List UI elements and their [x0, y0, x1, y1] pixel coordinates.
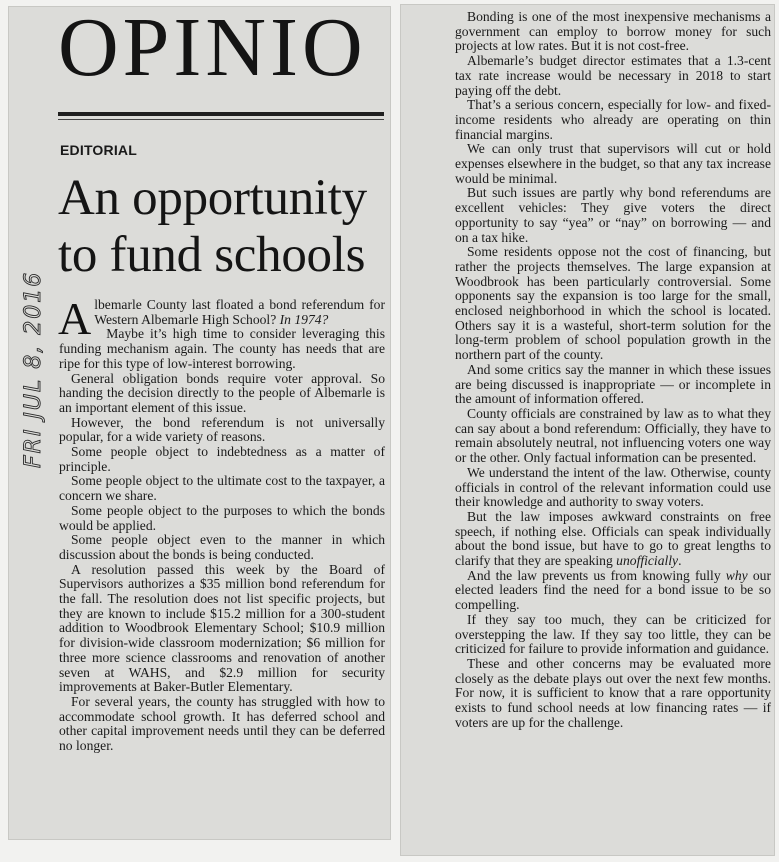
paragraph: We can only trust that supervisors will cut or hold expenses elsewhere in the budget, so that any tax increase would be minimal.: [455, 141, 771, 186]
paragraph: Some residents oppose not the cost of financing, but rather the projects themselves. The large expansion at Woodbrook has been particularly controversial. Some opponents say the expansion is too large for the small, enclosed neighborhood in which the school is located. Others say it is a wasteful, short-term solution for the long-term problem of school population growth in the northern part of the county.: [455, 244, 771, 363]
paragraph: Some people object to the ultimate cost to the taxpayer, a concern we share.: [59, 473, 385, 504]
handwritten-date-text: FRI JUL 8, 2016: [21, 270, 46, 468]
italic-unofficially: unofficially: [616, 553, 679, 569]
drop-cap: A: [58, 293, 92, 344]
paragraph: We understand the intent of the law. Otherwise, county officials in control of the relevant information could use their knowledge and authority to sway voters.: [455, 464, 771, 510]
paragraph-text: And the law prevents us from knowing fully: [467, 567, 726, 583]
paragraph: These and other concerns may be evaluated more closely as the debate plays out over the next few months. For now, it is sufficient to know that a rare opportunity exists to fund school needs at low financing rates — if voters are up for the challenge.: [455, 655, 771, 730]
paragraph: For several years, the county has struggled with how to accommodate school growth. It has deferred school and other capital improvement needs until they can be deferred no longer.: [59, 693, 385, 754]
italic-why: why: [725, 567, 748, 583]
paragraph: That’s a serious concern, especially for low- and fixed-income residents who already are operating on thin financial margins.: [455, 97, 771, 142]
paragraph-why: [455, 569, 771, 613]
section-masthead: OPINIO: [58, 6, 367, 84]
handwritten-date: [10, 232, 50, 476]
headline: An opportunity to fund schools: [58, 170, 367, 283]
paragraph: General obligation bonds require voter approval. So handing the decision directly to the people of Albemarle is an important element of this issue.: [59, 370, 385, 415]
paragraph: Some people object to the purposes to which the bonds would be applied.: [59, 502, 385, 533]
editorial-kicker: EDITORIAL: [60, 142, 137, 158]
left-column: [58, 293, 385, 754]
masthead-rule-thin: [58, 119, 384, 120]
masthead-rule-thick: [58, 112, 384, 116]
paragraph-unofficially: [455, 510, 771, 569]
paragraph: If they say too much, they can be criticized for overstepping the law. If they say too little, they can be criticized for failure to provide information and guidance.: [455, 611, 771, 657]
lead-text: lbemarle County last floated a bond referendum for Western Albemarle High School?: [94, 297, 385, 327]
lead-paragraph: [58, 293, 385, 344]
paragraph: Albemarle’s budget director estimates that a 1.3-cent tax rate increase would be necessary in 2018 to start paying off the debt.: [455, 53, 771, 98]
paragraph: Bonding is one of the most inexpensive mechanisms a government can employ to borrow money for such projects at low rates. But it is not cost-free.: [455, 9, 771, 54]
paragraph: However, the bond referendum is not universally popular, for a wide variety of reasons.: [59, 414, 385, 445]
paragraph-text-end: our elected leaders find the need for a bond issue to be so compelling.: [455, 567, 771, 613]
paragraph-text: But the law imposes awkward constraints on free speech, if nothing else. Officials can speak individually about the bond issue, but have to go to great lengths to clarify that they are speaking: [455, 508, 771, 569]
paragraph: But such issues are partly why bond referendums are excellent vehicles: They give voters the direct opportunity to say “yea” or “nay” on borrowing — and on a tax hike.: [455, 185, 771, 245]
paragraph: County officials are constrained by law as to what they can say about a bond referendum: Officially, they have to remain absolutely neutral, not influencing voters one way or the other. Only factual information can be presented.: [455, 405, 771, 466]
lead-italic: In 1974?: [279, 311, 329, 327]
paragraph: And some critics say the manner in which these issues are being discussed is inappropriate — or incomplete in the amount of information offered.: [455, 361, 771, 407]
paragraph: A resolution passed this week by the Board of Supervisors authorizes a $35 million bond referendum for the fall. The resolution does not list specific projects, but they are known to include $15.2 million for a 300-student addition to Woodbrook Elementary School; $10.9 million for division-wide classroom modernization; $6 million for three more science classrooms and renovation of another seven at WAHS, and $2.9 million for security improvements at Baker-Butler Elementary.: [59, 561, 385, 695]
right-column: [455, 10, 771, 730]
paragraph: Some people object even to the manner in which discussion about the bonds is being conducted.: [59, 532, 385, 562]
paragraph: Maybe it’s high time to consider leveraging this funding mechanism again. The county has needs that are ripe for this type of low-interest borrowing.: [59, 326, 385, 371]
paragraph-text-end: .: [678, 553, 682, 569]
paragraph: Some people object to indebtedness as a matter of principle.: [59, 444, 385, 474]
